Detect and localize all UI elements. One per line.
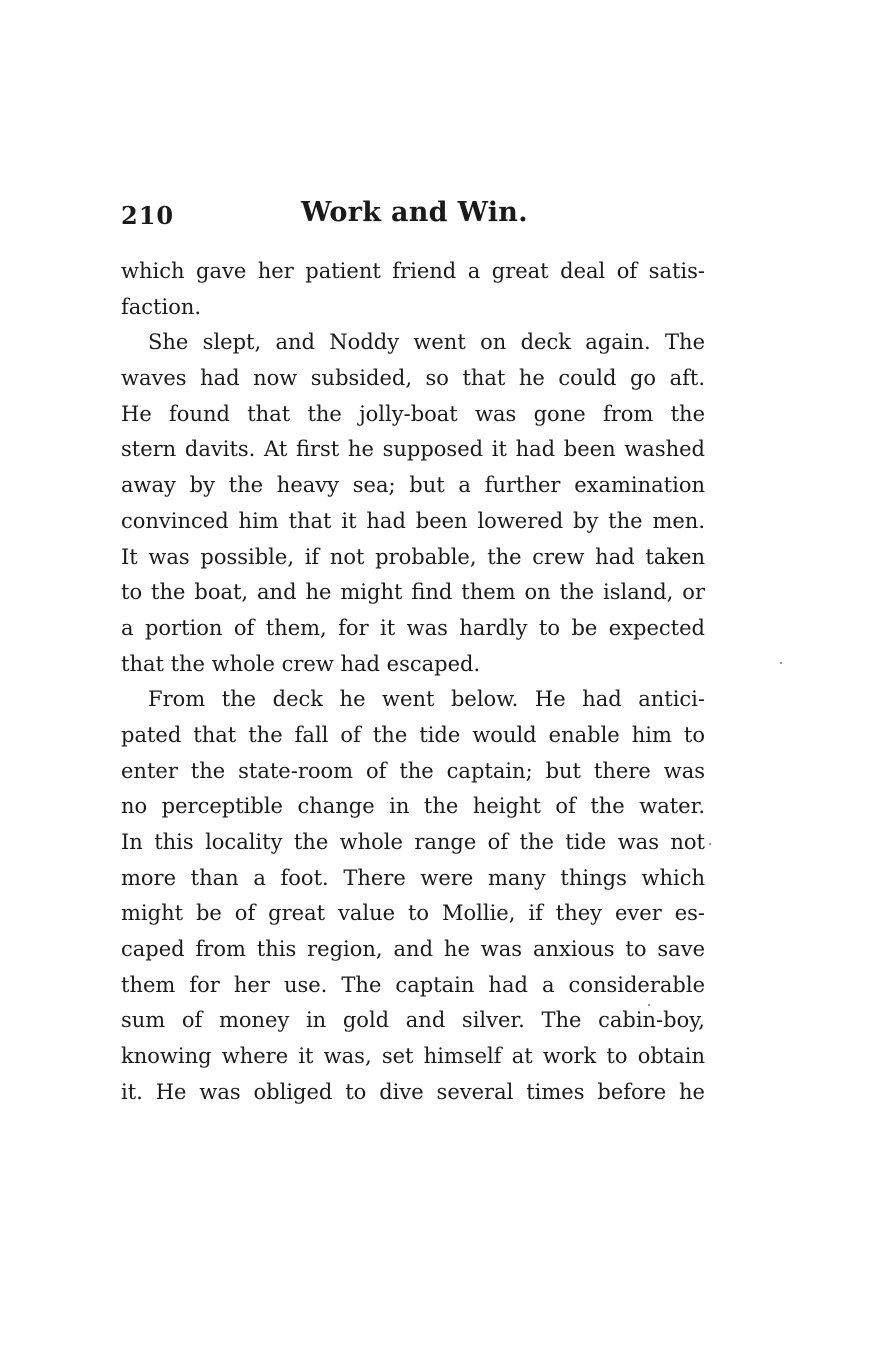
text-line: which gave her patient friend a great deal of satis- xyxy=(121,259,705,283)
text-line: might be of great value to Mollie, if they ever es- xyxy=(121,901,705,926)
text-line: caped from this region, and he was anxious to save xyxy=(121,937,705,962)
text-line: that the whole crew had escaped. xyxy=(121,651,481,676)
text-line: In this locality the whole range of the tide was not xyxy=(121,830,705,854)
text-line: waves had now subsided, so that he could go aft. xyxy=(121,366,705,391)
text-line: them for her use. The captain had a considerable xyxy=(121,972,705,997)
text-line: away by the heavy sea; but a further examination xyxy=(121,473,705,498)
text-line: She slept, and Noddy went on deck again. The xyxy=(148,330,705,355)
running-title: Work and Win. xyxy=(301,197,528,228)
text-line: It was possible, if not probable, the crew had taken xyxy=(121,544,705,569)
text-line: convinced him that it had been lowered by the men. xyxy=(121,508,705,533)
paper-speck xyxy=(780,662,782,664)
text-line: sum of money in gold and silver. The cabin-boy, xyxy=(121,1008,705,1033)
page-number: 210 xyxy=(121,201,175,230)
text-line: pated that the fall of the tide would enable him to xyxy=(121,722,705,747)
paper-speck xyxy=(709,843,711,845)
text-line: He found that the jolly-boat was gone from the xyxy=(121,401,705,426)
text-line: From the deck he went below. He had antici- xyxy=(148,687,705,712)
text-line: it. He was obliged to dive several times before he xyxy=(121,1079,705,1104)
paper-speck xyxy=(648,1004,650,1006)
page-header xyxy=(121,197,711,237)
text-line: to the boat, and he might find them on the island, or xyxy=(121,580,705,605)
text-line: more than a foot. There were many things which xyxy=(121,865,705,890)
body-text xyxy=(121,254,705,1111)
text-line: stern davits. At first he supposed it had been washed xyxy=(121,437,705,462)
text-line: faction. xyxy=(121,294,202,319)
text-line: enter the state-room of the captain; but there was xyxy=(121,758,705,783)
text-line: a portion of them, for it was hardly to be expected xyxy=(121,615,705,640)
text-line: no perceptible change in the height of the water. xyxy=(121,794,705,819)
text-line: knowing where it was, set himself at work to obtain xyxy=(121,1044,705,1069)
